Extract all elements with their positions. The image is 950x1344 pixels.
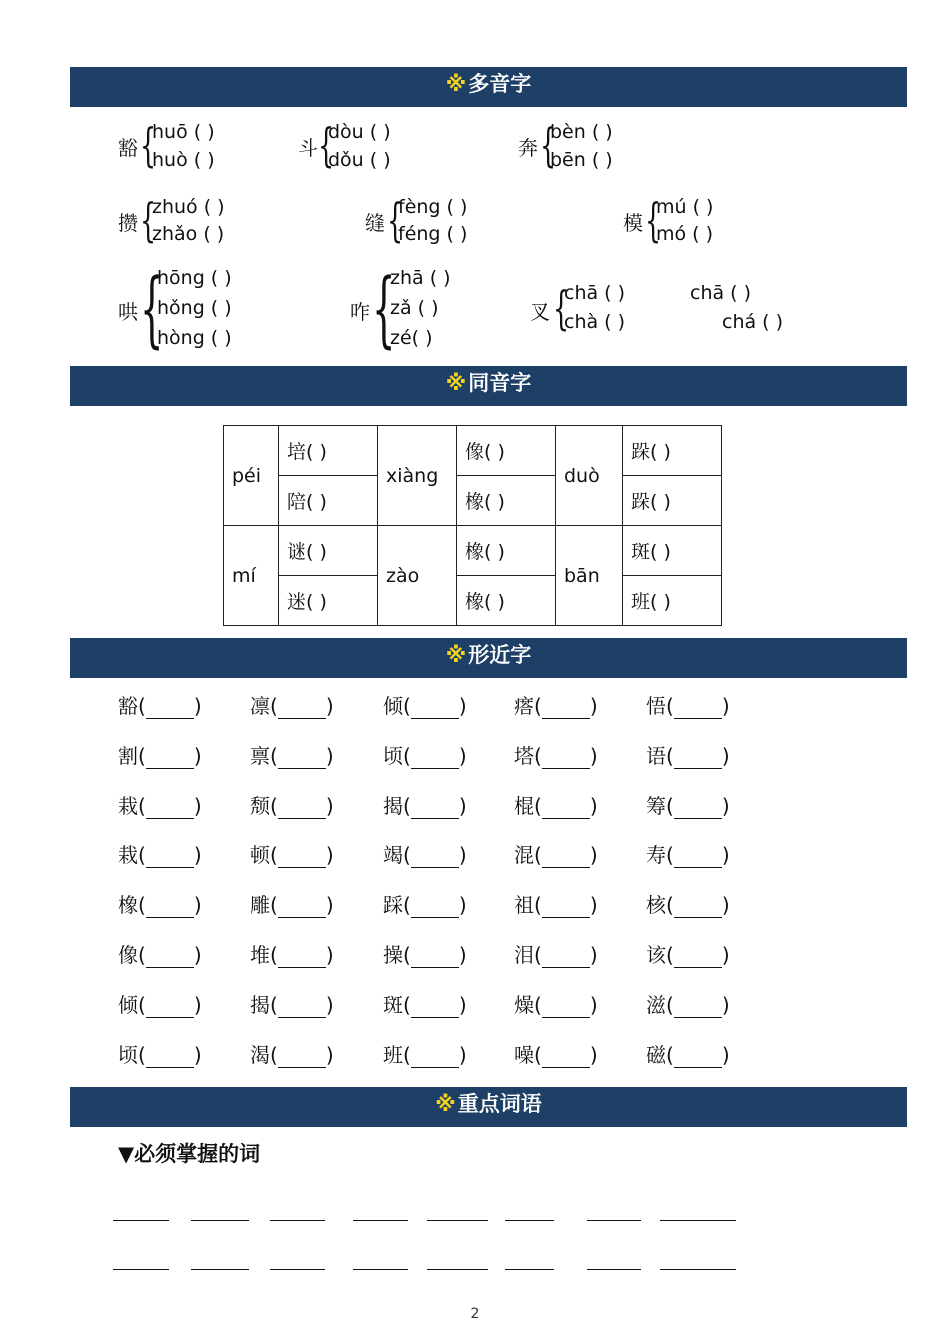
paren-close: ) <box>721 744 730 768</box>
answer-blank[interactable] <box>146 798 194 819</box>
paren-close: ) <box>193 794 202 818</box>
paren-close: ) <box>458 694 467 718</box>
paren-close: ) <box>325 843 334 867</box>
paren-close: ) <box>458 993 467 1017</box>
xingjin-char: 核 <box>646 893 666 917</box>
xingjin-item <box>383 1039 467 1068</box>
answer-blank[interactable] <box>278 748 326 769</box>
answer-line[interactable] <box>427 1220 488 1221</box>
answer-line[interactable] <box>505 1220 554 1221</box>
xingjin-char: 堆 <box>250 943 270 967</box>
paren-close: ) <box>721 893 730 917</box>
answer-blank[interactable] <box>278 947 326 968</box>
xingjin-item <box>514 989 598 1018</box>
tongyin-table <box>223 425 722 626</box>
xingjin-item <box>118 740 202 769</box>
paren-close: ) <box>589 694 598 718</box>
xingjin-item <box>118 1039 202 1068</box>
brace: { <box>318 118 335 172</box>
char-cell: 班( ) <box>623 576 722 626</box>
xingjin-item <box>250 889 334 918</box>
answer-blank[interactable] <box>542 798 590 819</box>
section-title: 同音字 <box>468 371 532 395</box>
paren-close: ) <box>325 794 334 818</box>
xingjin-char: 噪 <box>514 1043 534 1067</box>
paren-close: ) <box>193 694 202 718</box>
paren-open: ( <box>270 794 278 818</box>
answer-blank[interactable] <box>411 748 459 769</box>
paren-open: ( <box>270 893 278 917</box>
pinyin-cell: xiàng <box>378 426 457 526</box>
duoyin-char: 攒 <box>118 211 138 235</box>
answer-blank[interactable] <box>278 1047 326 1068</box>
xingjin-char: 班 <box>383 1043 403 1067</box>
table-row <box>224 576 722 626</box>
brace: { <box>140 262 164 357</box>
xingjin-char: 寿 <box>646 843 666 867</box>
paren-open: ( <box>403 1043 411 1067</box>
answer-blank[interactable] <box>278 997 326 1018</box>
paren-open: ( <box>138 694 146 718</box>
xingjin-char: 雕 <box>250 893 270 917</box>
answer-line[interactable] <box>113 1269 169 1270</box>
answer-blank[interactable] <box>674 847 722 868</box>
xingjin-char: 揭 <box>383 794 403 818</box>
paren-open: ( <box>534 943 542 967</box>
answer-line[interactable] <box>353 1220 408 1221</box>
section-title: 多音字 <box>468 72 532 96</box>
xingjin-item <box>250 839 334 868</box>
brace: { <box>553 281 570 335</box>
paren-open: ( <box>534 1043 542 1067</box>
xingjin-item <box>383 889 467 918</box>
duoyin-reading: chà ( ) <box>564 311 626 333</box>
xingjin-item <box>646 989 730 1018</box>
xingjin-char: 揭 <box>250 993 270 1017</box>
duoyin-reading: zhā ( ) <box>390 267 451 289</box>
paren-open: ( <box>666 794 674 818</box>
answer-line[interactable] <box>505 1269 554 1270</box>
char-cell: 像( ) <box>457 426 556 476</box>
xingjin-char: 颓 <box>250 794 270 818</box>
paren-close: ) <box>458 794 467 818</box>
duoyin-char: 哄 <box>118 300 138 324</box>
answer-blank[interactable] <box>278 897 326 918</box>
xingjin-char: 禀 <box>250 744 270 768</box>
xingjin-item <box>250 690 334 719</box>
xingjin-item <box>250 1039 334 1068</box>
paren-open: ( <box>403 843 411 867</box>
paren-close: ) <box>458 1043 467 1067</box>
paren-close: ) <box>721 993 730 1017</box>
paren-close: ) <box>589 943 598 967</box>
xingjin-char: 割 <box>118 744 138 768</box>
answer-blank[interactable] <box>146 947 194 968</box>
duoyin-reading: huō ( ) <box>152 121 215 143</box>
answer-blank[interactable] <box>146 748 194 769</box>
duoyin-reading: mó ( ) <box>656 223 714 245</box>
char-cell: 橡( ) <box>457 576 556 626</box>
answer-blank[interactable] <box>674 997 722 1018</box>
answer-line[interactable] <box>270 1220 325 1221</box>
answer-blank[interactable] <box>146 847 194 868</box>
answer-blank[interactable] <box>674 748 722 769</box>
brace: { <box>387 193 404 247</box>
xingjin-char: 顷 <box>118 1043 138 1067</box>
section-banner-xingjin <box>70 638 907 678</box>
char-cell: 培( ) <box>279 426 378 476</box>
brace: { <box>540 118 557 172</box>
paren-open: ( <box>270 694 278 718</box>
reference-mark: ※ <box>435 1092 456 1116</box>
paren-open: ( <box>534 694 542 718</box>
paren-close: ) <box>721 1043 730 1067</box>
duoyin-reading: féng ( ) <box>398 223 468 245</box>
pinyin-cell: bān <box>556 526 623 626</box>
duoyin-reading: bèn ( ) <box>550 121 613 143</box>
paren-close: ) <box>589 893 598 917</box>
xingjin-char: 燥 <box>514 993 534 1017</box>
xingjin-item <box>118 889 202 918</box>
paren-close: ) <box>325 943 334 967</box>
xingjin-item <box>514 839 598 868</box>
duoyin-char: 模 <box>623 211 643 235</box>
xingjin-item <box>646 790 730 819</box>
answer-line[interactable] <box>113 1220 169 1221</box>
section-title: 形近字 <box>468 643 532 667</box>
xingjin-item <box>118 939 202 968</box>
xingjin-item <box>646 740 730 769</box>
xingjin-item <box>646 889 730 918</box>
xingjin-item <box>646 939 730 968</box>
xingjin-item <box>383 690 467 719</box>
xingjin-item <box>250 939 334 968</box>
paren-close: ) <box>193 993 202 1017</box>
xingjin-item <box>250 790 334 819</box>
xingjin-char: 凛 <box>250 694 270 718</box>
answer-blank[interactable] <box>674 897 722 918</box>
xingjin-char: 竭 <box>383 843 403 867</box>
xingjin-char: 渴 <box>250 1043 270 1067</box>
char-cell: 跺( ) <box>623 426 722 476</box>
answer-blank[interactable] <box>411 997 459 1018</box>
duoyin-reading: mú ( ) <box>656 196 714 218</box>
paren-open: ( <box>270 744 278 768</box>
xingjin-char: 顷 <box>383 744 403 768</box>
xingjin-char: 滋 <box>646 993 666 1017</box>
duoyin-char: 豁 <box>118 136 138 160</box>
paren-open: ( <box>534 744 542 768</box>
char-cell: 陪( ) <box>279 476 378 526</box>
xingjin-item <box>646 1039 730 1068</box>
char-cell: 斑( ) <box>623 526 722 576</box>
answer-blank[interactable] <box>542 847 590 868</box>
duoyin-reading: dǒu ( ) <box>328 149 391 171</box>
duoyin-reading: hòng ( ) <box>157 327 232 349</box>
xingjin-char: 橡 <box>118 893 138 917</box>
paren-close: ) <box>589 993 598 1017</box>
xingjin-char: 顿 <box>250 843 270 867</box>
xingjin-char: 豁 <box>118 694 138 718</box>
xingjin-item <box>118 790 202 819</box>
paren-open: ( <box>138 993 146 1017</box>
answer-line[interactable] <box>191 1269 249 1270</box>
paren-close: ) <box>458 744 467 768</box>
xingjin-char: 倾 <box>118 993 138 1017</box>
xingjin-char: 筹 <box>646 794 666 818</box>
paren-open: ( <box>534 993 542 1017</box>
paren-open: ( <box>138 843 146 867</box>
answer-line[interactable] <box>660 1220 736 1221</box>
duoyin-reading: bēn ( ) <box>550 149 613 171</box>
answer-blank[interactable] <box>674 698 722 719</box>
paren-open: ( <box>666 843 674 867</box>
paren-close: ) <box>589 1043 598 1067</box>
duoyin-reading: hōng ( ) <box>157 267 232 289</box>
paren-open: ( <box>666 943 674 967</box>
xingjin-char: 悟 <box>646 694 666 718</box>
xingjin-char: 磁 <box>646 1043 666 1067</box>
duoyin-char: 斗 <box>298 136 318 160</box>
xingjin-char: 泪 <box>514 943 534 967</box>
xingjin-item <box>383 989 467 1018</box>
xingjin-char: 踩 <box>383 893 403 917</box>
reference-mark: ※ <box>445 72 467 96</box>
xingjin-item <box>118 690 202 719</box>
duoyin-reading: dòu ( ) <box>328 121 391 143</box>
pinyin-cell: péi <box>224 426 279 526</box>
xingjin-item <box>646 839 730 868</box>
paren-open: ( <box>270 943 278 967</box>
duoyin-reading: chá ( ) <box>722 311 784 333</box>
duoyin-reading: zé( ) <box>390 327 433 349</box>
xingjin-char: 棍 <box>514 794 534 818</box>
xingjin-char: 塔 <box>514 744 534 768</box>
xingjin-item <box>383 790 467 819</box>
paren-close: ) <box>458 893 467 917</box>
xingjin-char: 像 <box>118 943 138 967</box>
xingjin-item <box>250 740 334 769</box>
char-cell: 谜( ) <box>279 526 378 576</box>
answer-blank[interactable] <box>411 798 459 819</box>
paren-close: ) <box>193 1043 202 1067</box>
paren-open: ( <box>666 694 674 718</box>
answer-blank[interactable] <box>542 947 590 968</box>
answer-blank[interactable] <box>146 897 194 918</box>
section-banner-zhongdian <box>70 1087 907 1127</box>
answer-blank[interactable] <box>146 997 194 1018</box>
answer-blank[interactable] <box>674 798 722 819</box>
paren-open: ( <box>403 794 411 818</box>
paren-close: ) <box>589 843 598 867</box>
paren-close: ) <box>458 843 467 867</box>
xingjin-char: 混 <box>514 843 534 867</box>
xingjin-item <box>514 939 598 968</box>
paren-open: ( <box>403 893 411 917</box>
brace: { <box>645 193 662 247</box>
xingjin-item <box>118 989 202 1018</box>
xingjin-char: 栽 <box>118 794 138 818</box>
xingjin-char: 祖 <box>514 893 534 917</box>
paren-open: ( <box>138 893 146 917</box>
answer-blank[interactable] <box>542 997 590 1018</box>
paren-close: ) <box>458 943 467 967</box>
duoyin-reading: chā ( ) <box>690 282 752 304</box>
xingjin-item <box>646 690 730 719</box>
paren-open: ( <box>403 943 411 967</box>
answer-blank[interactable] <box>542 897 590 918</box>
duoyin-char: 奔 <box>518 136 538 160</box>
duoyin-char: 咋 <box>350 300 370 324</box>
answer-blank[interactable] <box>411 897 459 918</box>
subheading: ▼必须掌握的词 <box>118 1142 261 1166</box>
paren-close: ) <box>193 893 202 917</box>
answer-blank[interactable] <box>542 1047 590 1068</box>
answer-blank[interactable] <box>146 698 194 719</box>
table-row <box>224 426 722 476</box>
pinyin-cell: zào <box>378 526 457 626</box>
answer-blank[interactable] <box>542 698 590 719</box>
answer-line[interactable] <box>660 1269 736 1270</box>
answer-line[interactable] <box>353 1269 408 1270</box>
xingjin-item <box>383 839 467 868</box>
answer-blank[interactable] <box>411 1047 459 1068</box>
paren-close: ) <box>721 843 730 867</box>
table-row <box>224 476 722 526</box>
duoyin-reading: zhuó ( ) <box>152 196 225 218</box>
xingjin-char: 栽 <box>118 843 138 867</box>
xingjin-item <box>514 790 598 819</box>
brace: { <box>140 193 157 247</box>
xingjin-char: 该 <box>646 943 666 967</box>
xingjin-item <box>383 939 467 968</box>
paren-close: ) <box>589 744 598 768</box>
xingjin-item <box>514 1039 598 1068</box>
answer-line[interactable] <box>587 1269 641 1270</box>
paren-close: ) <box>325 694 334 718</box>
paren-open: ( <box>403 744 411 768</box>
answer-blank[interactable] <box>278 698 326 719</box>
paren-close: ) <box>193 744 202 768</box>
paren-open: ( <box>666 893 674 917</box>
table-row <box>224 526 722 576</box>
duoyin-reading: chā ( ) <box>564 282 626 304</box>
duoyin-char: 叉 <box>530 300 550 324</box>
char-cell: 迷( ) <box>279 576 378 626</box>
paren-open: ( <box>666 744 674 768</box>
duoyin-reading: huò ( ) <box>152 149 215 171</box>
paren-open: ( <box>666 1043 674 1067</box>
duoyin-reading: fèng ( ) <box>398 196 468 218</box>
xingjin-item <box>514 889 598 918</box>
char-cell: 橡( ) <box>457 476 556 526</box>
paren-open: ( <box>403 993 411 1017</box>
paren-open: ( <box>270 843 278 867</box>
answer-blank[interactable] <box>278 847 326 868</box>
paren-close: ) <box>193 843 202 867</box>
answer-blank[interactable] <box>674 947 722 968</box>
duoyin-char: 缝 <box>365 211 385 235</box>
paren-open: ( <box>403 694 411 718</box>
answer-blank[interactable] <box>146 1047 194 1068</box>
xingjin-item <box>514 740 598 769</box>
paren-open: ( <box>138 744 146 768</box>
paren-open: ( <box>666 993 674 1017</box>
paren-close: ) <box>721 794 730 818</box>
answer-blank[interactable] <box>674 1047 722 1068</box>
paren-open: ( <box>138 943 146 967</box>
paren-close: ) <box>589 794 598 818</box>
xingjin-char: 操 <box>383 943 403 967</box>
section-banner-tongyin <box>70 366 907 406</box>
paren-open: ( <box>270 993 278 1017</box>
paren-close: ) <box>325 993 334 1017</box>
paren-open: ( <box>138 794 146 818</box>
duoyin-reading: zǎ ( ) <box>390 297 439 319</box>
paren-close: ) <box>721 694 730 718</box>
section-title: 重点词语 <box>457 1092 542 1116</box>
answer-line[interactable] <box>191 1220 249 1221</box>
char-cell: 跺( ) <box>623 476 722 526</box>
pinyin-cell: mí <box>224 526 279 626</box>
xingjin-item <box>118 839 202 868</box>
section-banner-duoyin <box>70 67 907 107</box>
paren-close: ) <box>193 943 202 967</box>
brace: { <box>372 262 396 357</box>
answer-blank[interactable] <box>542 748 590 769</box>
paren-close: ) <box>325 1043 334 1067</box>
answer-line[interactable] <box>587 1220 641 1221</box>
paren-close: ) <box>325 893 334 917</box>
pinyin-cell: duò <box>556 426 623 526</box>
answer-blank[interactable] <box>411 698 459 719</box>
paren-open: ( <box>138 1043 146 1067</box>
xingjin-item <box>250 989 334 1018</box>
answer-blank[interactable] <box>411 947 459 968</box>
char-cell: 橡( ) <box>457 526 556 576</box>
duoyin-reading: hǒng ( ) <box>157 297 232 319</box>
duoyin-reading: zhǎo ( ) <box>152 223 225 245</box>
paren-close: ) <box>721 943 730 967</box>
answer-line[interactable] <box>270 1269 325 1270</box>
xingjin-item <box>383 740 467 769</box>
paren-open: ( <box>534 843 542 867</box>
xingjin-char: 语 <box>646 744 666 768</box>
brace: { <box>140 118 157 172</box>
xingjin-char: 倾 <box>383 694 403 718</box>
answer-blank[interactable] <box>278 798 326 819</box>
xingjin-char: 瘩 <box>514 694 534 718</box>
page-number: 2 <box>470 1306 480 1322</box>
xingjin-char: 斑 <box>383 993 403 1017</box>
reference-mark: ※ <box>445 371 467 395</box>
answer-line[interactable] <box>427 1269 488 1270</box>
paren-open: ( <box>534 794 542 818</box>
answer-blank[interactable] <box>411 847 459 868</box>
paren-close: ) <box>325 744 334 768</box>
xingjin-item <box>514 690 598 719</box>
paren-open: ( <box>270 1043 278 1067</box>
reference-mark: ※ <box>445 643 467 667</box>
paren-open: ( <box>534 893 542 917</box>
